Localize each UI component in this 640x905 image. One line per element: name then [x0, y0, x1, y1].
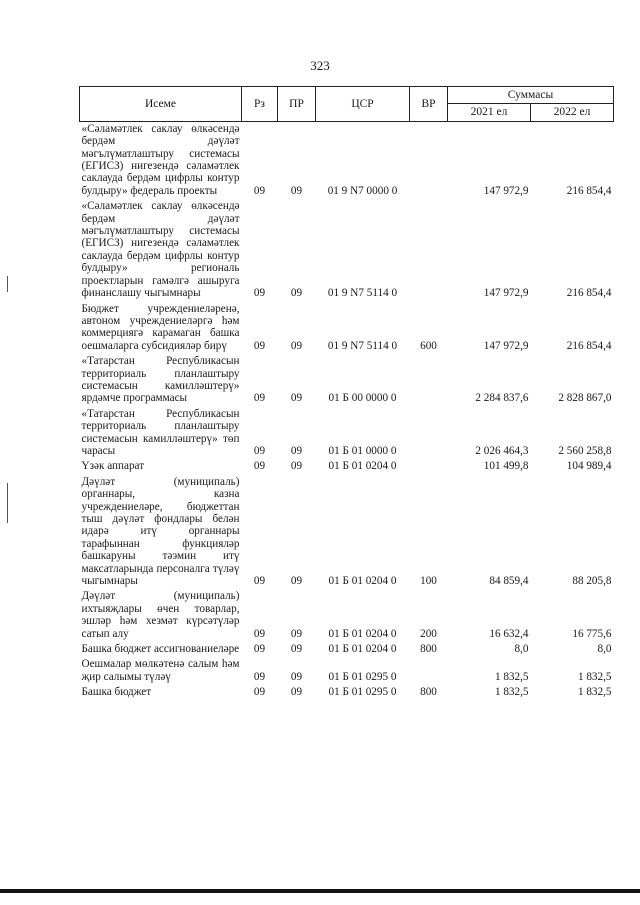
- row-name: Башка бюджет: [81, 686, 152, 699]
- row-amount-2021: 8,0: [514, 643, 529, 656]
- row-csr: 01 Б 01 0204 0: [328, 643, 397, 656]
- row-csr: 01 Б 01 0204 0: [328, 627, 397, 640]
- row-vr: [410, 121, 448, 199]
- row-name: Башка бюджет ассигнованиеләре: [81, 643, 240, 656]
- row-name: «Татарстан Республикасын территориаль планлаштыру системасын камилләштерү» төп чарасы: [81, 407, 240, 457]
- row-name: Үзәк аппарат: [81, 460, 145, 473]
- row-pr: 09: [290, 627, 303, 640]
- row-rz: 09: [253, 670, 266, 683]
- row-amount-2021: 84 859,4: [489, 575, 529, 588]
- row-amount-2021: 147 972,9: [483, 287, 529, 300]
- row-rz: 09: [253, 392, 266, 405]
- table-row: [80, 354, 614, 407]
- row-amount-2022: 88 205,8: [572, 575, 612, 588]
- row-csr: 01 9 N7 0000 0: [327, 184, 398, 197]
- row-rz: 09: [253, 287, 266, 300]
- row-name: «Сәламәтлек саклау өлкәсендә бердәм дәүләт мәгълүматлаштыру системасы (ЕГИСЗ) нигезендә сәламәтлек саклауда бердәм цифрлы контур булдыру» региональ проектларын гамәлгә ашыруга финанслашу чыгымнары: [81, 200, 240, 300]
- row-csr: 01 Б 01 0295 0: [328, 670, 397, 683]
- bottom-scan-bar: [0, 889, 640, 893]
- row-vr: [410, 354, 448, 407]
- row-amount-2022: 2 560 258,8: [558, 444, 612, 457]
- row-pr: 09: [290, 339, 303, 352]
- row-amount-2021: 2 284 837,6: [475, 392, 529, 405]
- row-amount-2022: 1 832,5: [577, 670, 612, 683]
- table-body: [80, 121, 614, 700]
- row-amount-2021: 101 499,8: [483, 460, 529, 473]
- row-pr: 09: [290, 643, 303, 656]
- row-amount-2022: 216 854,4: [566, 287, 612, 300]
- row-pr: 09: [290, 575, 303, 588]
- row-vr: [410, 657, 448, 685]
- table-row: [80, 407, 614, 460]
- row-vr: [410, 199, 448, 301]
- row-rz: 09: [253, 339, 266, 352]
- page-number: 323: [310, 58, 330, 73]
- row-amount-2021: 1 832,5: [494, 670, 529, 683]
- table-row: [80, 642, 614, 657]
- row-vr: 600: [420, 339, 437, 352]
- header-name: Исеме: [80, 87, 242, 122]
- margin-mark-middle: [7, 483, 8, 523]
- row-csr: 01 Б 01 0000 0: [328, 444, 397, 457]
- row-vr: [410, 407, 448, 460]
- row-amount-2022: 104 989,4: [566, 460, 612, 473]
- header-pr: ПР: [278, 87, 316, 122]
- table-row: [80, 459, 614, 474]
- header-year-2021: 2021 ел: [448, 104, 531, 121]
- row-amount-2022: 2 828 867,0: [558, 392, 612, 405]
- row-name: Оешмалар мөлкәтенә салым һәм җир салымы түләү: [81, 658, 240, 683]
- row-amount-2022: 1 832,5: [577, 686, 612, 699]
- row-vr: 200: [420, 627, 437, 640]
- row-rz: 09: [253, 686, 266, 699]
- row-amount-2021: 1 832,5: [494, 686, 529, 699]
- row-name: «Татарстан Республикасын территориаль планлаштыру системасын камилләштерү» ярдәмче программасы: [81, 355, 240, 405]
- row-name: «Сәламәтлек саклау өлкәсендә бердәм дәүләт мәгълүматлаштыру системасы (ЕГИСЗ) нигезендә сәламәтлек саклауда бердәм цифрлы контур булдыру» федераль проекты: [81, 122, 240, 197]
- row-name: Бюджет учреждениеләренә, автоном учреждениеләргә һәм коммерциягә карамаган башка оешмаларга субсидияләр бирү: [81, 302, 240, 352]
- row-csr: 01 Б 01 0204 0: [328, 460, 397, 473]
- row-csr: 01 Б 01 0295 0: [328, 686, 397, 699]
- row-amount-2021: 16 632,4: [489, 627, 529, 640]
- row-csr: 01 Б 00 0000 0: [328, 392, 397, 405]
- row-rz: 09: [253, 444, 266, 457]
- table-row: [80, 657, 614, 685]
- row-csr: 01 9 N7 5114 0: [327, 339, 398, 352]
- table-row: [80, 302, 614, 355]
- row-amount-2022: 216 854,4: [566, 339, 612, 352]
- row-rz: 09: [253, 627, 266, 640]
- row-csr: 01 Б 01 0204 0: [328, 575, 397, 588]
- row-amount-2021: 147 972,9: [483, 339, 529, 352]
- table-row: [80, 685, 614, 700]
- row-rz: 09: [253, 460, 266, 473]
- header-vr: ВР: [410, 87, 448, 122]
- row-csr: 01 9 N7 5114 0: [327, 287, 398, 300]
- row-pr: 09: [290, 287, 303, 300]
- header-csr: ЦСР: [316, 87, 410, 122]
- row-pr: 09: [290, 184, 303, 197]
- row-vr: 800: [420, 686, 437, 699]
- row-vr: [410, 459, 448, 474]
- row-name: Дәүләт (муниципаль) органнары, казна учреждениеләре, бюджеттан тыш дәүләт фондлары белән идарә итү органнары тарафыннан функцияләр башкаруны тәэмин итү максатларында персоналга түләү чыгымнары: [81, 475, 240, 588]
- row-pr: 09: [290, 444, 303, 457]
- table-row: [80, 199, 614, 301]
- row-amount-2022: 16 775,6: [572, 627, 612, 640]
- row-rz: 09: [253, 184, 266, 197]
- row-rz: 09: [253, 643, 266, 656]
- row-pr: 09: [290, 686, 303, 699]
- row-vr: 800: [420, 643, 437, 656]
- row-rz: 09: [253, 575, 266, 588]
- header-sums: Суммасы: [448, 87, 614, 104]
- row-vr: 100: [420, 575, 437, 588]
- table-row: [80, 121, 614, 199]
- budget-table: [79, 86, 614, 701]
- table-row: [80, 589, 614, 642]
- row-amount-2021: 2 026 464,3: [475, 444, 529, 457]
- header-year-2022: 2022 ел: [531, 104, 614, 121]
- row-amount-2022: 8,0: [597, 643, 612, 656]
- table-row: [80, 475, 614, 590]
- margin-mark-top: [7, 276, 8, 292]
- row-amount-2021: 147 972,9: [483, 184, 529, 197]
- row-amount-2022: 216 854,4: [566, 184, 612, 197]
- header-rz: Рз: [242, 87, 278, 122]
- row-pr: 09: [290, 670, 303, 683]
- table-header: [80, 87, 614, 122]
- row-name: Дәүләт (муниципаль) ихтыяҗлары өчен товарлар, эшләр һәм хезмәт күрсәтүләр сатып алу: [81, 590, 240, 640]
- row-pr: 09: [290, 392, 303, 405]
- row-pr: 09: [290, 460, 303, 473]
